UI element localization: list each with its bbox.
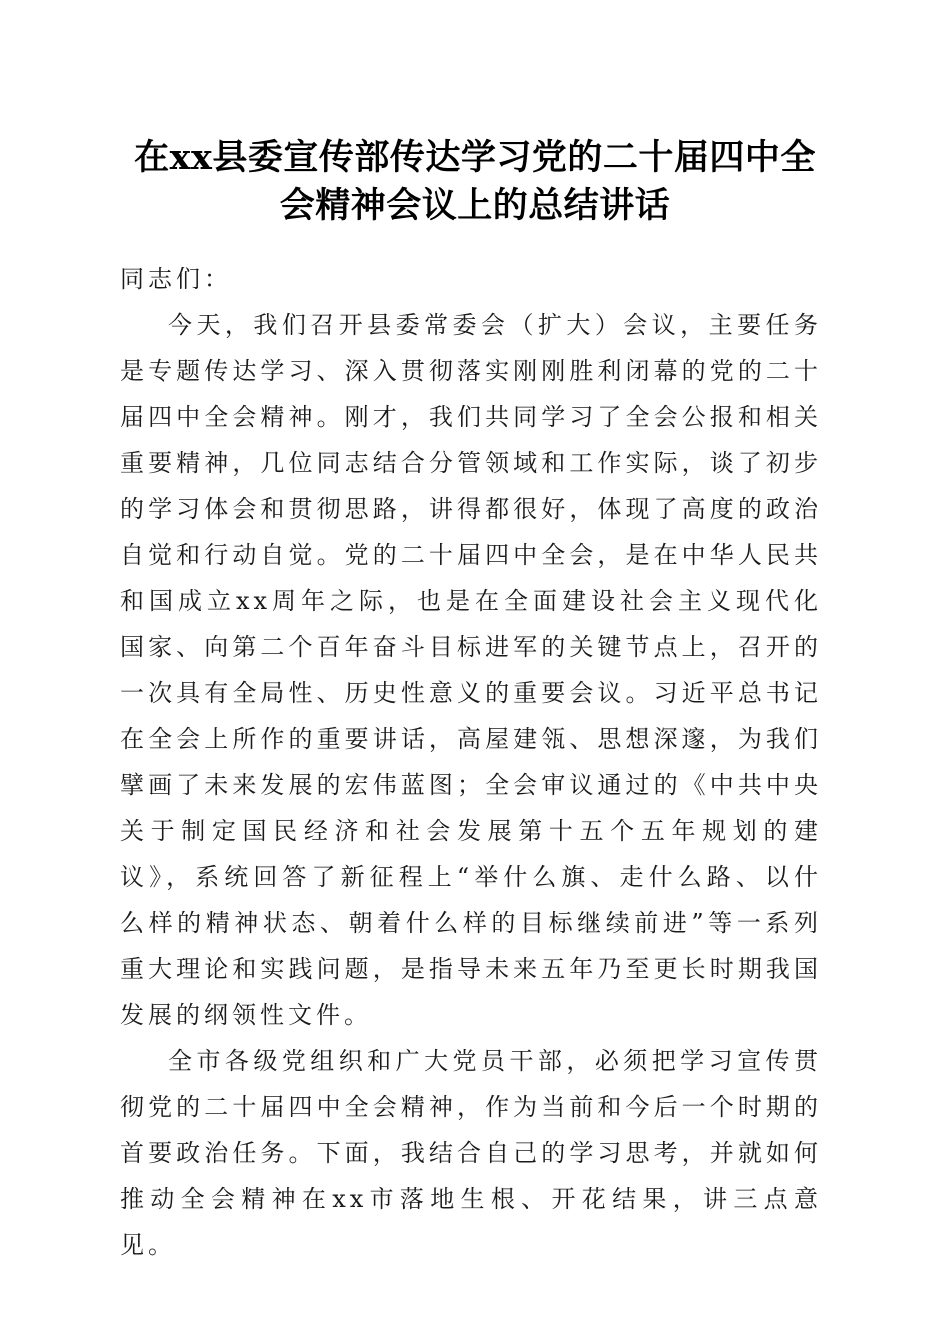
salutation: 同志们： [120, 265, 232, 293]
document-title: 在xx县委宣传部传达学习党的二十届四中全会精神会议上的总结讲话 [134, 137, 816, 226]
paragraph-2: 全市各级党组织和广大党员干部，必须把学习宣传贯彻党的二十届四中全会精神，作为当前和今后一个时期的首要政治任务。下面，我结合自己的学习思考，并就如何推动全会精神在xx市落地生根、开花结果，讲三点意见。 [120, 1047, 822, 1259]
document-body [120, 256, 822, 1268]
paragraph-1: 今天，我们召开县委常委会（扩大）会议，主要任务是专题传达学习、深入贯彻落实刚刚胜利闭幕的党的二十届四中全会精神。刚才，我们共同学习了全会公报和相关重要精神，几位同志结合分管领域和工作实际，谈了初步的学习体会和贯彻思路，讲得都很好，体现了高度的政治自觉和行动自觉。党的二十届四中全会，是在中华人民共和国成立xx周年之际，也是在全面建设社会主义现代化国家、向第二个百年奋斗目标进军的关键节点上，召开的一次具有全局性、历史性意义的重要会议。习近平总书记在全会上所作的重要讲话，高屋建瓴、思想深邃，为我们擘画了未来发展的宏伟蓝图；全会审议通过的《中共中央关于制定国民经济和社会发展第十五个五年规划的建议》，系统回答了新征程上“举什么旗、走什么路、以什么样的精神状态、朝着什么样的目标继续前进”等一系列重大理论和实践问题，是指导未来五年乃至更长时期我国发展的纲领性文件。 [120, 311, 822, 1029]
